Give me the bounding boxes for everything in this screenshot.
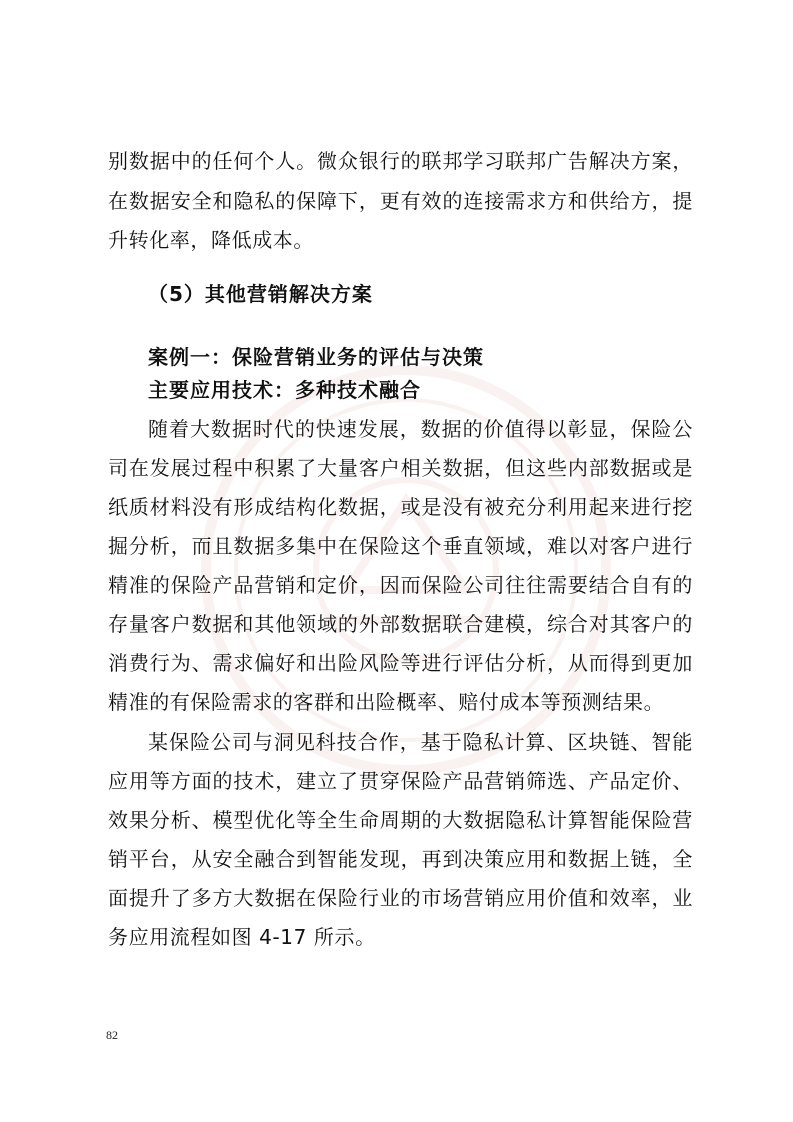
body-text-line: 务应用流程如图 4-17 所示。 (108, 925, 376, 949)
body-text-line: 在数据安全和隐私的保障下，更有效的连接需求方和供给方，提 (108, 189, 693, 213)
section-heading: （5）其他营销解决方案 (148, 282, 373, 306)
body-text-line: 某保险公司与洞见科技合作，基于隐私计算、区块链、智能 (148, 730, 693, 754)
body-text-line: 面提升了多方大数据在保险行业的市场营销应用价值和效率，业 (108, 886, 693, 910)
body-text-line: 掘分析，而且数据多集中在保险这个垂直领域，难以对客户进行 (108, 534, 693, 558)
page-number: 82 (106, 1028, 118, 1042)
body-text-line: 精准的有保险需求的客群和出险概率、赔付成本等预测结果。 (108, 690, 665, 714)
body-text-line: 销平台，从安全融合到智能发现，再到决策应用和数据上链，全 (108, 847, 693, 871)
body-text-line: 纸质材料没有形成结构化数据，或是没有被充分利用起来进行挖 (108, 495, 693, 519)
body-text-line: 精准的保险产品营销和定价，因而保险公司往往需要结合自有的 (108, 573, 693, 597)
technology-title: 主要应用技术：多种技术融合 (148, 378, 421, 402)
body-text-line: 司在发展过程中积累了大量客户相关数据，但这些内部数据或是 (108, 456, 693, 480)
body-text-line: 消费行为、需求偏好和出险风险等进行评估分析，从而得到更加 (108, 651, 693, 675)
body-text-line: 效果分析、模型优化等全生命周期的大数据隐私计算智能保险营 (108, 808, 693, 832)
case-title: 案例一：保险营销业务的评估与决策 (148, 345, 484, 369)
body-text-line: 随着大数据时代的快速发展，数据的价值得以彰显，保险公 (148, 417, 693, 441)
body-text-line: 别数据中的任何个人。微众银行的联邦学习联邦广告解决方案， (108, 149, 693, 173)
body-text-line: 存量客户数据和其他领域的外部数据联合建模，综合对其客户的 (108, 612, 693, 636)
body-text-line: 应用等方面的技术，建立了贯穿保险产品营销筛选、产品定价、 (108, 769, 693, 793)
body-text-line: 升转化率，降低成本。 (108, 228, 314, 252)
